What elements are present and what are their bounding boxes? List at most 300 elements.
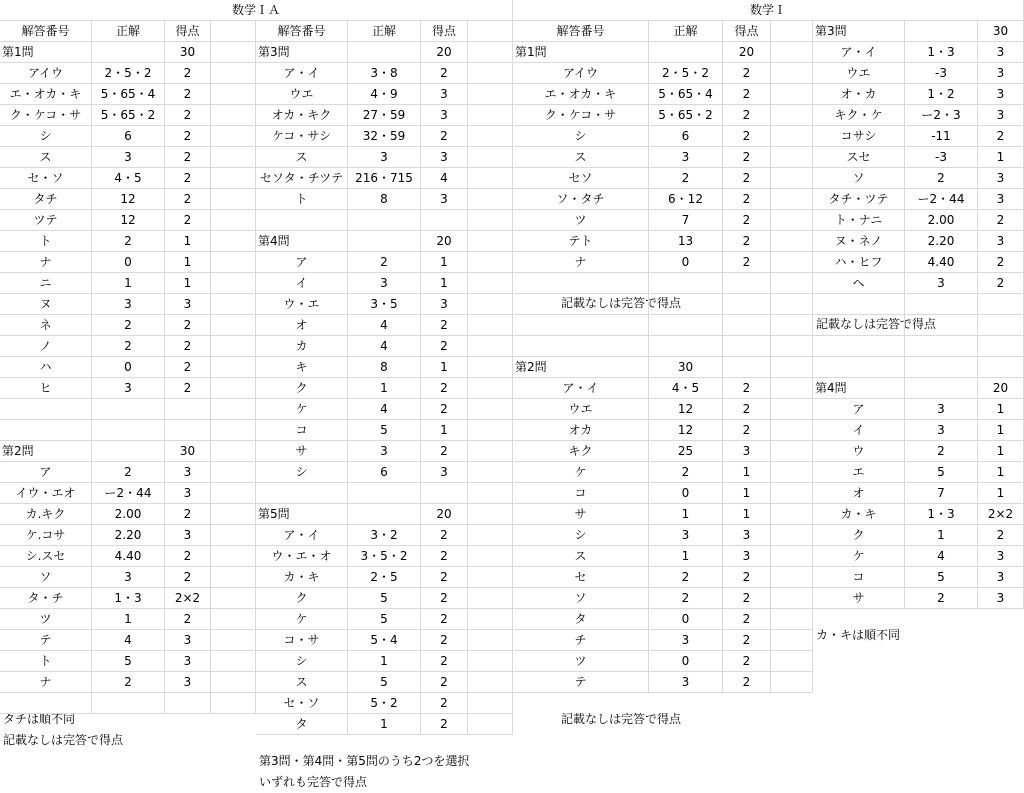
score-cell[interactable]: 2 (421, 546, 468, 567)
correct-answer-cell[interactable] (348, 504, 421, 525)
correct-answer-cell[interactable]: 3 (348, 441, 421, 462)
answer-number-cell[interactable]: キク・ケ (813, 105, 905, 126)
column-header[interactable]: 得点 (723, 21, 771, 42)
correct-answer-cell[interactable]: 3 (92, 567, 165, 588)
empty-cell[interactable] (771, 651, 813, 672)
empty-cell[interactable] (468, 399, 513, 420)
correct-answer-cell[interactable] (348, 483, 421, 504)
answer-number-cell[interactable]: ア・イ (256, 63, 348, 84)
score-cell[interactable]: 1 (165, 252, 211, 273)
correct-answer-cell[interactable]: 2.20 (905, 231, 978, 252)
correct-answer-cell[interactable]: 3・2 (348, 525, 421, 546)
score-cell[interactable]: 3 (421, 294, 468, 315)
correct-answer-cell[interactable]: 5 (348, 672, 421, 693)
correct-answer-cell[interactable]: 25 (649, 441, 723, 462)
correct-answer-cell[interactable]: 4.40 (92, 546, 165, 567)
score-cell[interactable]: 2 (723, 630, 771, 651)
correct-answer-cell[interactable]: 12 (92, 189, 165, 210)
score-cell[interactable]: 2 (421, 315, 468, 336)
score-cell[interactable]: 1 (165, 231, 211, 252)
score-cell[interactable]: 1 (723, 462, 771, 483)
answer-number-cell[interactable]: シ (513, 525, 649, 546)
score-cell[interactable]: 3 (723, 441, 771, 462)
correct-answer-cell[interactable]: 5 (348, 420, 421, 441)
score-cell[interactable]: 1 (421, 357, 468, 378)
score-cell[interactable]: 2 (421, 567, 468, 588)
score-cell[interactable]: 3 (978, 546, 1024, 567)
score-cell[interactable] (723, 315, 771, 336)
answer-number-cell[interactable]: オ (256, 315, 348, 336)
score-cell[interactable] (421, 210, 468, 231)
correct-answer-cell[interactable]: 7 (649, 210, 723, 231)
answer-number-cell[interactable]: ケコ・サシ (256, 126, 348, 147)
answer-number-cell[interactable]: テ (0, 630, 92, 651)
empty-cell[interactable] (211, 504, 256, 525)
correct-answer-cell[interactable]: 2 (905, 168, 978, 189)
score-cell[interactable]: 2 (723, 672, 771, 693)
answer-number-cell[interactable]: 第4問 (813, 378, 905, 399)
correct-answer-cell[interactable] (905, 315, 978, 336)
score-cell[interactable]: 1 (421, 252, 468, 273)
answer-number-cell[interactable]: オカ (513, 420, 649, 441)
correct-answer-cell[interactable]: 1・3 (905, 42, 978, 63)
answer-number-cell[interactable]: ト (0, 651, 92, 672)
empty-cell[interactable] (211, 546, 256, 567)
correct-answer-cell[interactable]: 3・5 (348, 294, 421, 315)
score-cell[interactable]: 2 (165, 567, 211, 588)
correct-answer-cell[interactable]: 3 (92, 147, 165, 168)
score-cell[interactable]: 1 (978, 420, 1024, 441)
correct-answer-cell[interactable]: 32・59 (348, 126, 421, 147)
score-cell[interactable]: 1 (165, 273, 211, 294)
empty-cell[interactable] (211, 357, 256, 378)
answer-number-cell[interactable] (256, 483, 348, 504)
score-cell[interactable]: 3 (421, 462, 468, 483)
score-cell[interactable]: 3 (978, 168, 1024, 189)
answer-number-cell[interactable]: ネ (0, 315, 92, 336)
correct-answer-cell[interactable]: 30 (649, 357, 723, 378)
empty-cell[interactable] (771, 588, 813, 609)
answer-number-cell[interactable]: ウ (813, 441, 905, 462)
score-cell[interactable]: 3 (978, 567, 1024, 588)
answer-number-cell[interactable]: ス (513, 546, 649, 567)
score-cell[interactable]: 1 (978, 441, 1024, 462)
score-cell[interactable]: 2 (421, 441, 468, 462)
score-cell[interactable]: 30 (978, 21, 1024, 42)
answer-number-cell[interactable]: カ・キ (813, 504, 905, 525)
empty-cell[interactable] (468, 273, 513, 294)
answer-number-cell[interactable]: ヌ (0, 294, 92, 315)
empty-cell[interactable] (468, 189, 513, 210)
correct-answer-cell[interactable] (649, 42, 723, 63)
score-cell[interactable]: 3 (421, 105, 468, 126)
score-cell[interactable]: 2 (421, 714, 468, 735)
answer-number-cell[interactable] (813, 336, 905, 357)
correct-answer-cell[interactable]: 2 (92, 231, 165, 252)
score-cell[interactable]: 3 (421, 147, 468, 168)
score-cell[interactable]: 2 (421, 609, 468, 630)
answer-number-cell[interactable]: ヌ・ネノ (813, 231, 905, 252)
empty-cell[interactable] (468, 42, 513, 63)
score-cell[interactable]: 3 (978, 42, 1024, 63)
correct-answer-cell[interactable]: 3 (348, 147, 421, 168)
correct-answer-cell[interactable]: 2・5・2 (92, 63, 165, 84)
empty-cell[interactable] (468, 630, 513, 651)
empty-cell[interactable] (468, 420, 513, 441)
empty-cell[interactable] (211, 672, 256, 693)
score-cell[interactable]: 2 (421, 378, 468, 399)
empty-cell[interactable] (771, 630, 813, 651)
empty-cell[interactable] (771, 672, 813, 693)
answer-number-cell[interactable]: アイウ (513, 63, 649, 84)
empty-cell[interactable] (468, 84, 513, 105)
score-cell[interactable]: 2 (723, 399, 771, 420)
answer-number-cell[interactable] (513, 273, 649, 294)
answer-number-cell[interactable]: ソ・タチ (513, 189, 649, 210)
correct-answer-cell[interactable]: 2.00 (905, 210, 978, 231)
empty-cell[interactable] (771, 483, 813, 504)
answer-number-cell[interactable]: ナ (0, 672, 92, 693)
answer-number-cell[interactable]: ナ (0, 252, 92, 273)
score-cell[interactable]: 2 (723, 609, 771, 630)
answer-number-cell[interactable]: サ (513, 504, 649, 525)
answer-number-cell[interactable]: キ (256, 357, 348, 378)
answer-number-cell[interactable]: ウ・エ・オ (256, 546, 348, 567)
correct-answer-cell[interactable]: 0 (649, 252, 723, 273)
answer-number-cell[interactable]: ハ (0, 357, 92, 378)
answer-number-cell[interactable]: 第5問 (256, 504, 348, 525)
score-cell[interactable] (978, 315, 1024, 336)
answer-number-cell[interactable]: ス (513, 147, 649, 168)
score-cell[interactable]: 20 (723, 42, 771, 63)
answer-number-cell[interactable]: ツ (513, 651, 649, 672)
column-header[interactable]: 得点 (421, 21, 468, 42)
correct-answer-cell[interactable]: 13 (649, 231, 723, 252)
note-order[interactable]: タチは順不同 (3, 712, 76, 726)
score-cell[interactable]: 3 (978, 84, 1024, 105)
empty-cell[interactable] (211, 483, 256, 504)
correct-answer-cell[interactable]: 3 (905, 273, 978, 294)
empty-cell[interactable] (771, 504, 813, 525)
score-cell[interactable]: 2 (723, 168, 771, 189)
answer-number-cell[interactable]: ノ (0, 336, 92, 357)
correct-answer-cell[interactable]: 4.40 (905, 252, 978, 273)
answer-number-cell[interactable]: ウエ (513, 399, 649, 420)
empty-cell[interactable] (211, 336, 256, 357)
correct-answer-cell[interactable]: 6 (348, 462, 421, 483)
correct-answer-cell[interactable]: 3 (649, 672, 723, 693)
correct-answer-cell[interactable]: 5 (348, 588, 421, 609)
answer-number-cell[interactable]: カ・キ (256, 567, 348, 588)
column-header[interactable]: 得点 (165, 21, 211, 42)
score-cell[interactable] (723, 273, 771, 294)
answer-number-cell[interactable]: ウエ (256, 84, 348, 105)
score-cell[interactable]: 2 (723, 588, 771, 609)
empty-cell[interactable] (771, 21, 813, 42)
correct-answer-cell[interactable] (905, 21, 978, 42)
answer-number-cell[interactable]: 第1問 (0, 42, 92, 63)
empty-cell[interactable] (771, 567, 813, 588)
score-cell[interactable]: 2 (978, 210, 1024, 231)
answer-number-cell[interactable]: カ (256, 336, 348, 357)
answer-number-cell[interactable]: 第2問 (0, 441, 92, 462)
empty-cell[interactable] (211, 441, 256, 462)
correct-answer-cell[interactable]: 2・5・2 (649, 63, 723, 84)
answer-number-cell[interactable]: ケ.コサ (0, 525, 92, 546)
correct-answer-cell[interactable]: 3 (92, 294, 165, 315)
empty-cell[interactable] (468, 651, 513, 672)
score-cell[interactable]: 1 (421, 273, 468, 294)
answer-number-cell[interactable]: ア・イ (813, 42, 905, 63)
empty-cell[interactable] (211, 189, 256, 210)
empty-cell[interactable] (468, 252, 513, 273)
answer-number-cell[interactable]: オ (813, 483, 905, 504)
answer-number-cell[interactable]: ヒ (0, 378, 92, 399)
empty-cell[interactable] (211, 126, 256, 147)
answer-number-cell[interactable] (813, 357, 905, 378)
empty-cell[interactable] (468, 147, 513, 168)
score-cell[interactable]: 2 (165, 336, 211, 357)
empty-cell[interactable] (771, 525, 813, 546)
empty-cell[interactable] (468, 462, 513, 483)
score-cell[interactable]: 2 (421, 630, 468, 651)
score-cell[interactable] (978, 294, 1024, 315)
empty-cell[interactable] (211, 231, 256, 252)
correct-answer-cell[interactable]: 0 (649, 651, 723, 672)
answer-number-cell[interactable]: ア (813, 399, 905, 420)
column-header[interactable]: 解答番号 (513, 21, 649, 42)
answer-number-cell[interactable]: ツ (0, 609, 92, 630)
empty-cell[interactable] (211, 525, 256, 546)
empty-cell[interactable] (771, 336, 813, 357)
empty-cell[interactable] (468, 672, 513, 693)
column-header[interactable]: 正解 (348, 21, 421, 42)
correct-answer-cell[interactable]: 4 (348, 315, 421, 336)
answer-number-cell[interactable]: ク・ケコ・サ (0, 105, 92, 126)
correct-answer-cell[interactable]: ー2・44 (905, 189, 978, 210)
empty-cell[interactable] (468, 294, 513, 315)
answer-number-cell[interactable]: イ (813, 420, 905, 441)
empty-cell[interactable] (468, 315, 513, 336)
title-math-ia[interactable]: 数学ＩＡ (0, 0, 513, 21)
empty-cell[interactable] (468, 609, 513, 630)
correct-answer-cell[interactable] (905, 294, 978, 315)
answer-number-cell[interactable]: ケ (256, 609, 348, 630)
score-cell[interactable]: 2 (165, 210, 211, 231)
correct-answer-cell[interactable]: 5・65・4 (92, 84, 165, 105)
correct-answer-cell[interactable]: 1 (649, 546, 723, 567)
score-cell[interactable]: 30 (165, 42, 211, 63)
score-cell[interactable]: 3 (165, 462, 211, 483)
score-cell[interactable] (978, 357, 1024, 378)
empty-cell[interactable] (211, 399, 256, 420)
empty-cell[interactable] (468, 105, 513, 126)
empty-cell[interactable] (771, 357, 813, 378)
correct-answer-cell[interactable]: 1 (348, 651, 421, 672)
empty-cell[interactable] (211, 315, 256, 336)
correct-answer-cell[interactable]: 4 (92, 630, 165, 651)
empty-cell[interactable] (771, 147, 813, 168)
correct-answer-cell[interactable]: 2 (92, 315, 165, 336)
answer-number-cell[interactable]: オ・カ (813, 84, 905, 105)
correct-answer-cell[interactable]: 2 (649, 168, 723, 189)
correct-answer-cell[interactable]: 1 (348, 378, 421, 399)
empty-cell[interactable] (771, 441, 813, 462)
correct-answer-cell[interactable]: 2 (649, 588, 723, 609)
empty-cell[interactable] (468, 441, 513, 462)
answer-number-cell[interactable]: キク (513, 441, 649, 462)
correct-answer-cell[interactable]: 2 (92, 336, 165, 357)
correct-answer-cell[interactable]: 1 (92, 609, 165, 630)
empty-cell[interactable] (468, 525, 513, 546)
answer-number-cell[interactable]: 第3問 (813, 21, 905, 42)
score-cell[interactable]: 2 (723, 252, 771, 273)
answer-number-cell[interactable] (513, 336, 649, 357)
correct-answer-cell[interactable]: 4・5 (92, 168, 165, 189)
score-cell[interactable]: 3 (165, 294, 211, 315)
score-cell[interactable]: 1 (723, 483, 771, 504)
score-cell[interactable] (165, 693, 211, 714)
score-cell[interactable]: 2 (723, 105, 771, 126)
answer-number-cell[interactable]: ク (256, 378, 348, 399)
answer-number-cell[interactable]: ソ (0, 567, 92, 588)
score-cell[interactable]: 2 (723, 147, 771, 168)
empty-cell[interactable] (468, 21, 513, 42)
answer-number-cell[interactable]: ハ・ヒフ (813, 252, 905, 273)
correct-answer-cell[interactable]: 12 (649, 399, 723, 420)
score-cell[interactable]: 20 (978, 378, 1024, 399)
answer-number-cell[interactable]: ソ (513, 588, 649, 609)
score-cell[interactable]: 2 (165, 378, 211, 399)
correct-answer-cell[interactable]: 2.20 (92, 525, 165, 546)
score-cell[interactable] (165, 420, 211, 441)
column-header[interactable]: 正解 (92, 21, 165, 42)
score-cell[interactable]: 2 (723, 231, 771, 252)
empty-cell[interactable] (468, 231, 513, 252)
score-cell[interactable]: 2 (165, 84, 211, 105)
score-cell[interactable]: 2 (723, 210, 771, 231)
empty-cell[interactable] (211, 609, 256, 630)
correct-answer-cell[interactable] (649, 294, 723, 315)
answer-number-cell[interactable]: テ (513, 672, 649, 693)
score-cell[interactable]: 2 (421, 651, 468, 672)
score-cell[interactable]: 2 (165, 105, 211, 126)
empty-cell[interactable] (468, 168, 513, 189)
score-cell[interactable]: 20 (421, 504, 468, 525)
correct-answer-cell[interactable] (92, 441, 165, 462)
answer-number-cell[interactable]: ス (256, 147, 348, 168)
answer-number-cell[interactable]: ケ (513, 462, 649, 483)
answer-number-cell[interactable]: タ・チ (0, 588, 92, 609)
correct-answer-cell[interactable]: 0 (92, 357, 165, 378)
score-cell[interactable]: 2 (165, 189, 211, 210)
empty-cell[interactable] (468, 357, 513, 378)
answer-number-cell[interactable]: シ (256, 462, 348, 483)
correct-answer-cell[interactable] (905, 357, 978, 378)
empty-cell[interactable] (771, 231, 813, 252)
score-cell[interactable]: 3 (978, 105, 1024, 126)
answer-number-cell[interactable]: ク (256, 588, 348, 609)
correct-answer-cell[interactable] (92, 693, 165, 714)
note-i-p3[interactable]: 記載なしは完答で得点 (816, 317, 937, 331)
score-cell[interactable]: 3 (978, 63, 1024, 84)
answer-number-cell[interactable]: コ (256, 420, 348, 441)
score-cell[interactable] (723, 294, 771, 315)
empty-cell[interactable] (468, 210, 513, 231)
answer-number-cell[interactable]: ク (813, 525, 905, 546)
score-cell[interactable]: 1 (978, 399, 1024, 420)
answer-number-cell[interactable]: スセ (813, 147, 905, 168)
score-cell[interactable]: 2 (723, 189, 771, 210)
score-cell[interactable]: 30 (165, 441, 211, 462)
correct-answer-cell[interactable] (649, 315, 723, 336)
column-header[interactable]: 正解 (649, 21, 723, 42)
empty-cell[interactable] (211, 273, 256, 294)
answer-number-cell[interactable]: シ (0, 126, 92, 147)
note-i-order[interactable]: カ・キは順不同 (816, 628, 901, 642)
score-cell[interactable]: 3 (165, 483, 211, 504)
correct-answer-cell[interactable]: 3 (905, 399, 978, 420)
empty-cell[interactable] (211, 252, 256, 273)
correct-answer-cell[interactable]: 5・4 (348, 630, 421, 651)
answer-number-cell[interactable]: セソタ・チツテ (256, 168, 348, 189)
answer-number-cell[interactable]: シ (256, 651, 348, 672)
empty-cell[interactable] (211, 168, 256, 189)
empty-cell[interactable] (771, 273, 813, 294)
correct-answer-cell[interactable]: 2 (905, 441, 978, 462)
correct-answer-cell[interactable]: 3・5・2 (348, 546, 421, 567)
empty-cell[interactable] (771, 84, 813, 105)
column-header[interactable]: 解答番号 (0, 21, 92, 42)
correct-answer-cell[interactable]: 3 (92, 378, 165, 399)
correct-answer-cell[interactable]: -11 (905, 126, 978, 147)
score-cell[interactable]: 1 (421, 420, 468, 441)
correct-answer-cell[interactable]: 4・9 (348, 84, 421, 105)
empty-cell[interactable] (771, 609, 813, 630)
answer-number-cell[interactable]: ケ (256, 399, 348, 420)
correct-answer-cell[interactable]: 3 (905, 420, 978, 441)
correct-answer-cell[interactable] (905, 378, 978, 399)
answer-number-cell[interactable]: 第3問 (256, 42, 348, 63)
correct-answer-cell[interactable]: 4 (348, 336, 421, 357)
answer-number-cell[interactable] (256, 210, 348, 231)
correct-answer-cell[interactable] (348, 42, 421, 63)
note-all-complete[interactable]: いずれも完答で得点 (259, 775, 368, 789)
answer-number-cell[interactable]: ト (0, 231, 92, 252)
empty-cell[interactable] (211, 84, 256, 105)
answer-number-cell[interactable]: 第2問 (513, 357, 649, 378)
empty-cell[interactable] (468, 63, 513, 84)
score-cell[interactable]: 2 (978, 126, 1024, 147)
score-cell[interactable]: 2 (723, 567, 771, 588)
correct-answer-cell[interactable]: 5・65・4 (649, 84, 723, 105)
score-cell[interactable]: 2 (421, 63, 468, 84)
score-cell[interactable]: 3 (421, 84, 468, 105)
empty-cell[interactable] (211, 693, 256, 714)
note-i-p2[interactable]: 記載なしは完答で得点 (561, 712, 682, 726)
answer-number-cell[interactable]: セソ (513, 168, 649, 189)
answer-number-cell[interactable]: タ (256, 714, 348, 735)
answer-number-cell[interactable]: セ・ソ (256, 693, 348, 714)
answer-number-cell[interactable]: セ・ソ (0, 168, 92, 189)
empty-cell[interactable] (771, 462, 813, 483)
score-cell[interactable]: 1 (723, 504, 771, 525)
correct-answer-cell[interactable] (649, 273, 723, 294)
score-cell[interactable] (723, 357, 771, 378)
correct-answer-cell[interactable]: 2 (348, 252, 421, 273)
note-complete[interactable]: 記載なしは完答で得点 (3, 733, 124, 747)
correct-answer-cell[interactable]: 5 (905, 567, 978, 588)
